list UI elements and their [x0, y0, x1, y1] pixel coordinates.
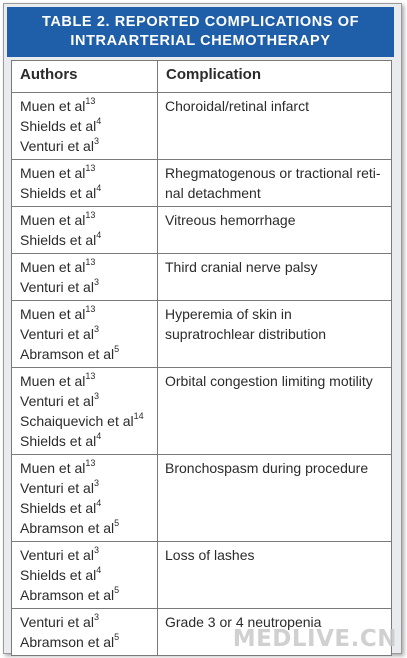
table-row [12, 368, 392, 455]
authors-cell [12, 93, 158, 160]
author-name: Muen et al [20, 306, 86, 322]
reference-number: 13 [85, 96, 96, 107]
author-citation [20, 498, 151, 518]
author-citation [20, 478, 151, 498]
authors-cell [12, 301, 158, 368]
author-citation [20, 632, 151, 652]
author-name: Venturi et al [20, 393, 94, 409]
reference-number: 4 [96, 183, 102, 194]
table-row [12, 301, 392, 368]
author-citation [20, 183, 151, 203]
author-citation [20, 585, 151, 605]
author-citation [20, 545, 151, 565]
reference-number: 3 [93, 324, 99, 335]
author-name: Abramson et al [20, 634, 115, 650]
reference-number: 3 [93, 478, 99, 489]
reference-number: 13 [85, 458, 96, 469]
complication-cell: Vitreous hemorrhage [158, 207, 392, 254]
table-row [12, 160, 392, 207]
author-citation [20, 431, 151, 451]
table-row [12, 254, 392, 301]
author-citation [20, 210, 151, 230]
authors-cell [12, 368, 158, 455]
complication-cell: Orbital congestion limiting motility [158, 368, 392, 455]
table-body [12, 93, 392, 656]
author-citation [20, 116, 151, 136]
author-citation [20, 304, 151, 324]
author-name: Venturi et al [20, 480, 94, 496]
reference-number: 4 [96, 116, 102, 127]
author-name: Muen et al [20, 212, 86, 228]
reference-number: 14 [133, 411, 144, 422]
authors-cell [12, 542, 158, 609]
author-citation [20, 230, 151, 250]
author-citation [20, 612, 151, 632]
reference-number: 4 [96, 565, 102, 576]
reference-number: 3 [93, 277, 99, 288]
reference-number: 3 [93, 136, 99, 147]
reference-number: 5 [114, 585, 120, 596]
authors-cell [12, 207, 158, 254]
author-name: Shields et al [20, 433, 97, 449]
author-name: Shields et al [20, 232, 97, 248]
complication-cell: Hyperemia of skin in supratrochlear distribution [158, 301, 392, 368]
author-name: Venturi et al [20, 138, 94, 154]
reference-number: 13 [85, 210, 96, 221]
author-citation [20, 371, 151, 391]
author-name: Muen et al [20, 165, 86, 181]
author-name: Shields et al [20, 185, 97, 201]
authors-cell [12, 455, 158, 542]
reference-number: 13 [85, 371, 96, 382]
table-title [7, 7, 394, 57]
complication-cell: Choroidal/retinal infarct [158, 93, 392, 160]
reference-number: 4 [96, 498, 102, 509]
author-citation [20, 277, 151, 297]
author-name: Shields et al [20, 118, 97, 134]
table-row [12, 542, 392, 609]
reference-number: 4 [96, 230, 102, 241]
author-name: Muen et al [20, 259, 86, 275]
author-name: Muen et al [20, 373, 86, 389]
complication-cell: Rhegmatogenous or tractional reti-nal detachment [158, 160, 392, 207]
reference-number: 5 [114, 518, 120, 529]
author-name: Abramson et al [20, 346, 115, 362]
author-citation [20, 565, 151, 585]
author-name: Abramson et al [20, 520, 115, 536]
author-name: Muen et al [20, 460, 86, 476]
reference-number: 3 [93, 612, 99, 623]
complication-column-header: Complication [158, 61, 392, 93]
author-citation [20, 257, 151, 277]
author-citation [20, 344, 151, 364]
table-header-row [12, 61, 392, 93]
table-title-line-1: TABLE 2. REPORTED COMPLICATIONS OF [41, 14, 360, 30]
author-name: Abramson et al [20, 587, 115, 603]
author-citation [20, 163, 151, 183]
author-citation [20, 324, 151, 344]
table-row [12, 455, 392, 542]
reference-number: 5 [114, 344, 120, 355]
author-citation [20, 518, 151, 538]
author-citation [20, 391, 151, 411]
reference-number: 13 [85, 257, 96, 268]
author-name: Muen et al [20, 98, 86, 114]
reference-number: 5 [114, 632, 120, 643]
reference-number: 13 [85, 304, 96, 315]
authors-column-header: Authors [12, 61, 158, 93]
authors-cell [12, 160, 158, 207]
table-row [12, 93, 392, 160]
author-name: Schaiquevich et al [20, 413, 134, 429]
author-name: Venturi et al [20, 279, 94, 295]
reference-number: 3 [93, 391, 99, 402]
authors-cell [12, 254, 158, 301]
author-citation [20, 411, 151, 431]
author-name: Venturi et al [20, 614, 94, 630]
reference-number: 4 [96, 431, 102, 442]
author-name: Venturi et al [20, 547, 94, 563]
complications-table [11, 60, 392, 656]
author-name: Venturi et al [20, 326, 94, 342]
complication-cell: Grade 3 or 4 neutropenia [158, 609, 392, 656]
table-title-line-2: INTRAARTERIAL CHEMOTHERAPY [70, 33, 331, 49]
reference-number: 13 [85, 163, 96, 174]
authors-cell [12, 609, 158, 656]
author-citation [20, 136, 151, 156]
complication-cell: Bronchospasm during procedure [158, 455, 392, 542]
author-citation [20, 96, 151, 116]
author-name: Shields et al [20, 567, 97, 583]
reference-number: 3 [93, 545, 99, 556]
author-name: Shields et al [20, 500, 97, 516]
table-row [12, 207, 392, 254]
complication-cell: Loss of lashes [158, 542, 392, 609]
author-citation [20, 458, 151, 478]
complication-cell: Third cranial nerve palsy [158, 254, 392, 301]
watermark-logo: MEDLIVE.CN [232, 626, 397, 652]
